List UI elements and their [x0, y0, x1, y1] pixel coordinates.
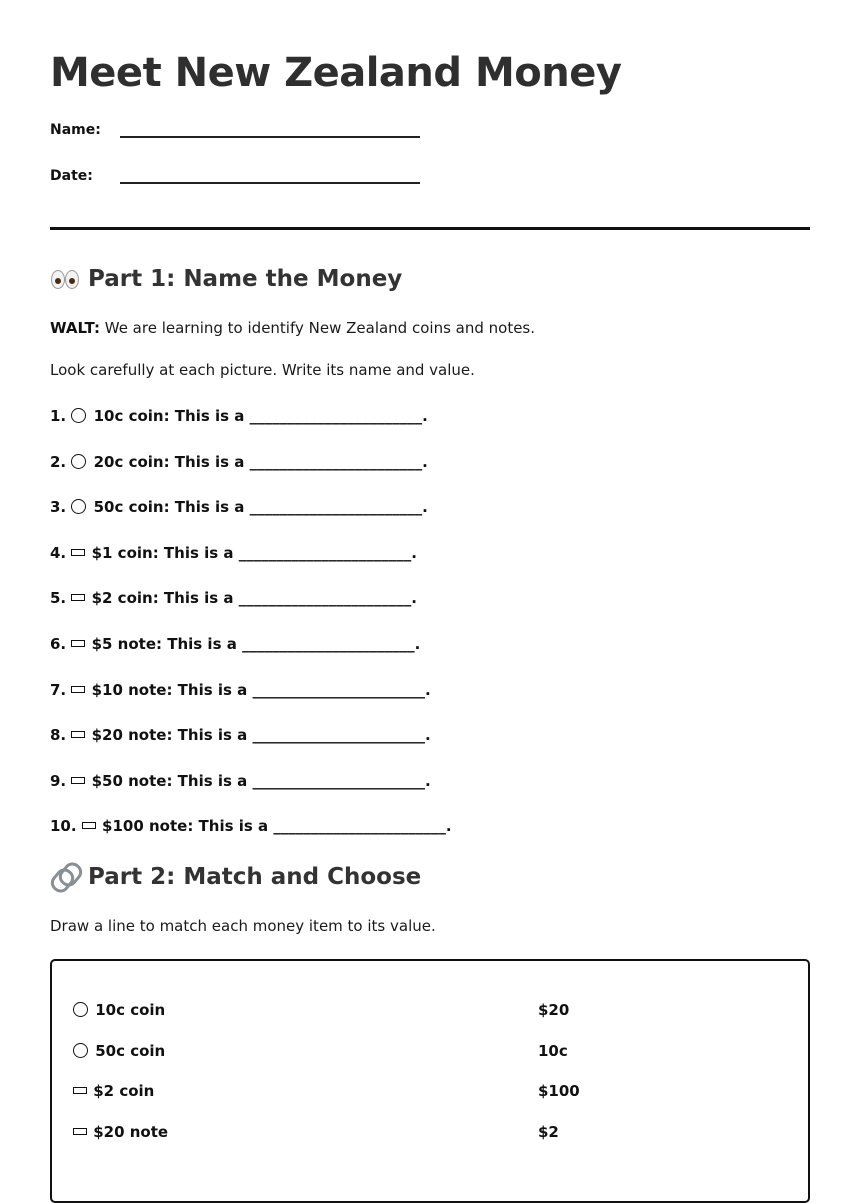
- question-number: 1.: [50, 407, 72, 425]
- match-value[interactable]: $2: [538, 1123, 559, 1141]
- question-text: $50 note: This is a _______________________.: [86, 772, 431, 790]
- part2-heading: [50, 864, 421, 890]
- note-rectangle-icon: [73, 1087, 87, 1094]
- name-write-line[interactable]: [120, 122, 420, 138]
- part1-heading: [50, 266, 402, 292]
- part2-instruction: Draw a line to match each money item to its value.: [50, 917, 436, 935]
- question-item: [50, 407, 428, 425]
- name-label: Name:: [50, 122, 101, 138]
- date-write-line[interactable]: [120, 168, 420, 184]
- link-icon: [50, 865, 80, 889]
- coin-circle-icon: [71, 408, 86, 423]
- coin-circle-icon: [73, 1043, 88, 1058]
- coin-circle-icon: [71, 454, 86, 469]
- question-item: [50, 498, 428, 516]
- question-number: 4.: [50, 544, 72, 562]
- match-money-label: $2 coin: [88, 1082, 155, 1100]
- date-label: Date:: [50, 168, 93, 184]
- part2-heading-text: Part 2: Match and Choose: [88, 864, 422, 890]
- question-text: $5 note: This is a _______________________.: [86, 635, 421, 653]
- match-box: [50, 959, 810, 1203]
- match-money-item[interactable]: [73, 1123, 168, 1141]
- name-field-row: [50, 122, 420, 138]
- question-item: [50, 726, 431, 744]
- question-item: [50, 635, 420, 653]
- coin-circle-icon: [73, 1002, 88, 1017]
- coin-circle-icon: [71, 499, 86, 514]
- match-money-item[interactable]: [73, 1082, 154, 1100]
- question-number: 9.: [50, 772, 72, 790]
- question-number: 7.: [50, 681, 72, 699]
- question-item: [50, 453, 428, 471]
- question-item: [50, 817, 452, 835]
- note-rectangle-icon: [71, 640, 85, 647]
- question-number: 8.: [50, 726, 72, 744]
- eyes-icon: [50, 267, 80, 291]
- walt-statement: [50, 319, 535, 337]
- question-item: [50, 772, 431, 790]
- date-field-row: [50, 168, 420, 184]
- section-divider: [50, 227, 810, 230]
- question-number: 10.: [50, 817, 82, 835]
- match-value[interactable]: $100: [538, 1082, 580, 1100]
- question-text: $10 note: This is a _______________________.: [86, 681, 431, 699]
- walt-label: WALT:: [50, 319, 100, 337]
- question-number: 5.: [50, 589, 72, 607]
- match-value[interactable]: $20: [538, 1001, 570, 1019]
- match-money-label: 50c coin: [90, 1042, 166, 1060]
- question-item: [50, 681, 431, 699]
- question-text: $20 note: This is a _______________________.: [86, 726, 431, 744]
- match-money-label: 10c coin: [90, 1001, 166, 1019]
- question-text: 50c coin: This is a _______________________.: [88, 498, 428, 516]
- part1-heading-text: Part 1: Name the Money: [88, 266, 403, 292]
- question-text: $100 note: This is a _______________________.: [96, 817, 452, 835]
- page-title: Meet New Zealand Money: [50, 50, 622, 96]
- part1-instruction: Look carefully at each picture. Write its name and value.: [50, 361, 475, 379]
- note-rectangle-icon: [71, 686, 85, 693]
- note-rectangle-icon: [73, 1128, 87, 1135]
- question-text: $1 coin: This is a _______________________.: [86, 544, 417, 562]
- question-number: 6.: [50, 635, 72, 653]
- question-number: 3.: [50, 498, 72, 516]
- note-rectangle-icon: [71, 731, 85, 738]
- question-text: $2 coin: This is a _______________________.: [86, 589, 417, 607]
- question-text: 20c coin: This is a _______________________.: [88, 453, 428, 471]
- match-money-label: $20 note: [88, 1123, 169, 1141]
- walt-text: We are learning to identify New Zealand coins and notes.: [99, 319, 536, 337]
- note-rectangle-icon: [71, 549, 85, 556]
- note-rectangle-icon: [71, 777, 85, 784]
- question-item: [50, 589, 417, 607]
- match-money-item[interactable]: [73, 1001, 165, 1019]
- question-item: [50, 544, 417, 562]
- note-rectangle-icon: [82, 822, 96, 829]
- match-money-item[interactable]: [73, 1042, 165, 1060]
- match-value[interactable]: 10c: [538, 1042, 568, 1060]
- note-rectangle-icon: [71, 594, 85, 601]
- question-text: 10c coin: This is a _______________________.: [88, 407, 428, 425]
- question-number: 2.: [50, 453, 72, 471]
